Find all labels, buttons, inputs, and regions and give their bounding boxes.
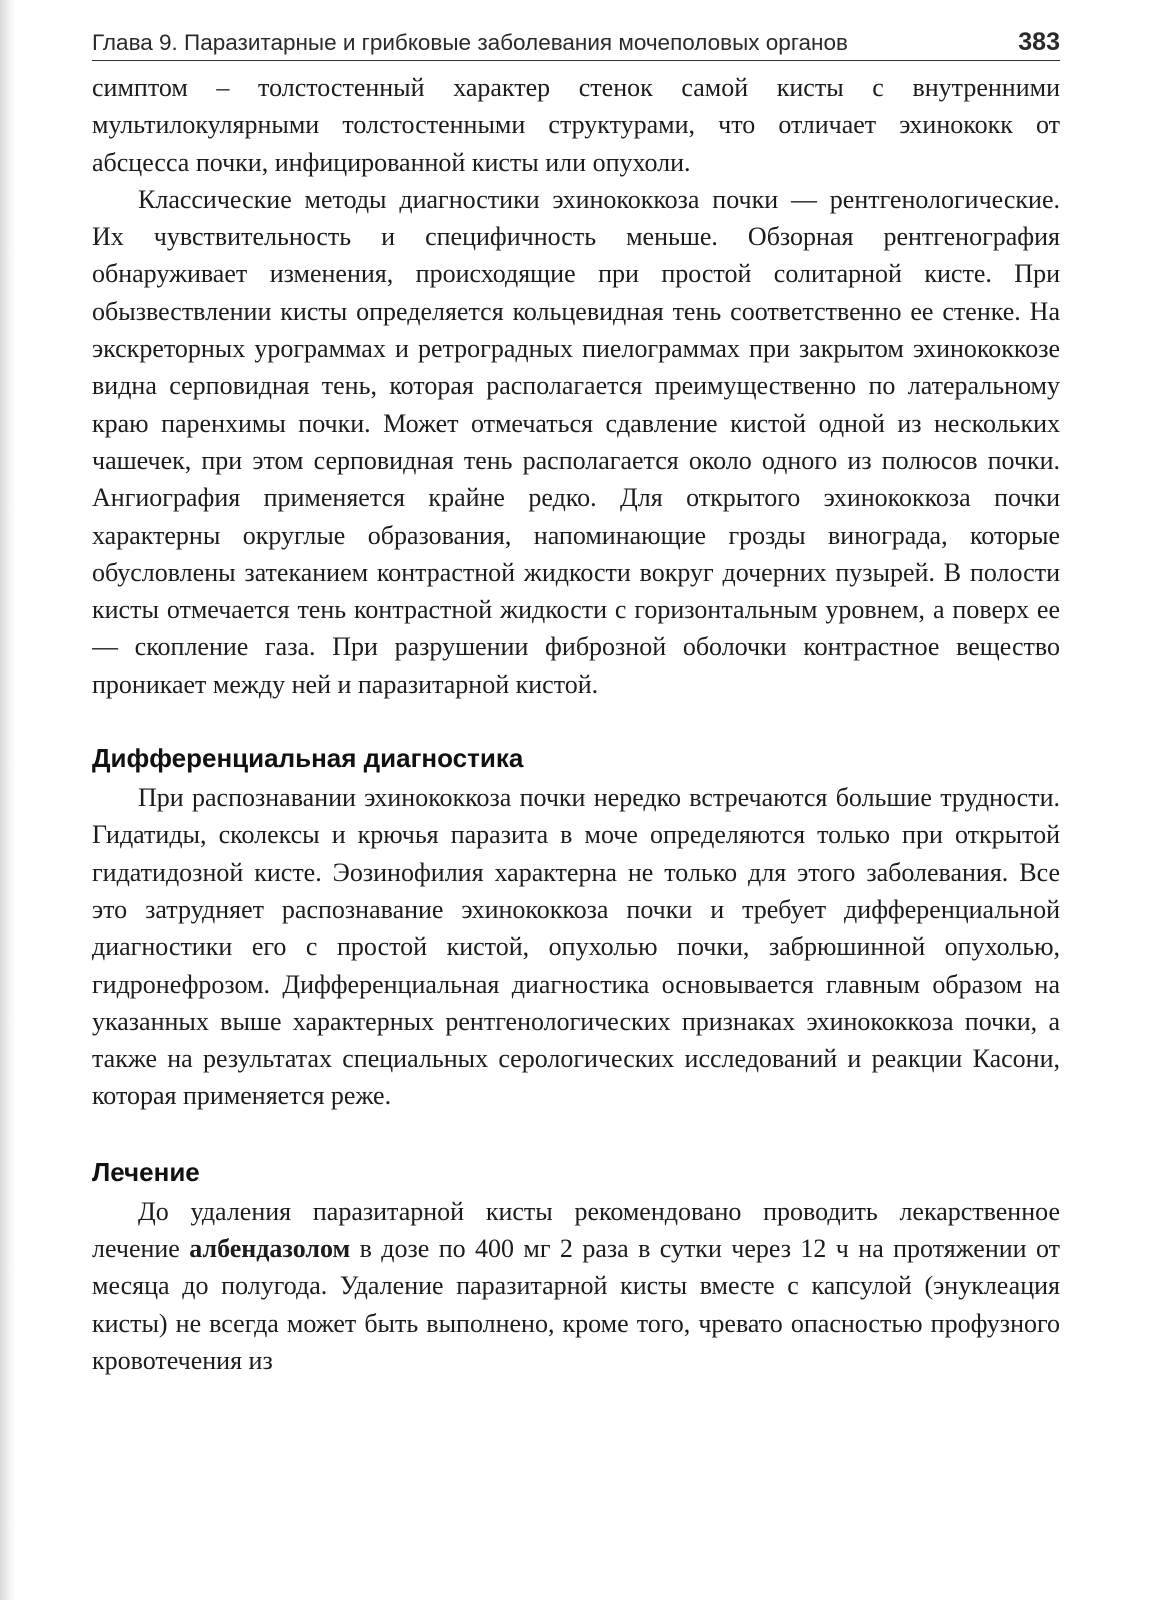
section-heading-treatment: Лечение <box>92 1156 200 1187</box>
drug-name-albendazole: албендазолом <box>189 1234 351 1264</box>
treatment-text-after: в дозе по 400 мг 2 раза в сутки через 12 ч на протяжении от месяца до полугода. Удаление паразитарной кисты вместе с капсулой (энуклеация кисты) не всегда может быть выполнено, кроме того, чревато опасностью профузного кровотечения из <box>92 1234 1060 1375</box>
paragraph-classic-diagnostics: Классические методы диагностики эхинококкоза почки — рентгенологические. Их чувствительность и специфичность меньше. Обзорная рентгенография обнаруживает изменения, происходящие при простой солитарной кисте. При обызвествлении кисты определяется кольцевидная тень соответственно ее стенке. На экскреторных урограммах и ретроградных пиелограммах при закрытом эхинококкозе видна серповидная тень, которая располагается преимущественно по латеральному краю паренхимы почки. Может отмечаться сдавление кистой одной из нескольких чашечек, при этом серповидная тень располагается около одного из полюсов почки. Ангиография применяется крайне редко. Для открытого эхинококкоза почки характерны округлые образования, напоминающие грозды винограда, которые обусловлены затеканием контрастной жидкости вокруг дочерних пузырей. В полости кисты отмечается тень контрастной жидкости с горизонтальным уровнем, а поверх ее — скопление газа. При разрушении фиброзной оболочки контрастное вещество проникает между ней и паразитарной кистой. <box>92 184 1060 699</box>
running-header <box>92 28 1060 61</box>
paragraph-continuation: симптом – толстостенный характер стенок самой кисты с внутренними мультилокулярными толстостенными структурами, что отличает эхинококк от абсцесса почки, инфицированной кисты или опухоли. <box>92 73 1060 177</box>
paragraph-differential-diagnosis: При распознавании эхинококкоза почки нередко встречаются большие трудности. Гидатиды, сколексы и крючья паразита в моче определяются только при открытой гидатидозной кисте. Эозинофилия характерна не только для этого заболевания. Все это затрудняет распознавание эхинококкоза почки и требует дифференциальной диагностики его с простой кистой, опухолью почки, забрюшинной опухолью, гидронефрозом. Дифференциальная диагностика основывается главным образом на указанных выше характерных рентгенологических признаках эхинококкоза почки, а также на результатах специальных серологических исследований и реакции Касони, которая применяется реже. <box>92 783 1060 1111</box>
scan-edge-shadow <box>0 0 16 1600</box>
treatment-text-before: До удаления паразитарной кисты рекомендовано проводить лекарственное лечение <box>92 1196 1060 1264</box>
page-number: 383 <box>1018 28 1060 56</box>
book-page <box>92 28 1060 1573</box>
running-title: Глава 9. Паразитарные и грибковые заболевания мочеполовых органов <box>92 30 848 55</box>
section-heading-differential-diagnosis: Дифференциальная диагностика <box>92 743 524 774</box>
page-body <box>92 69 1060 1379</box>
paragraph-treatment <box>92 1193 1060 1379</box>
